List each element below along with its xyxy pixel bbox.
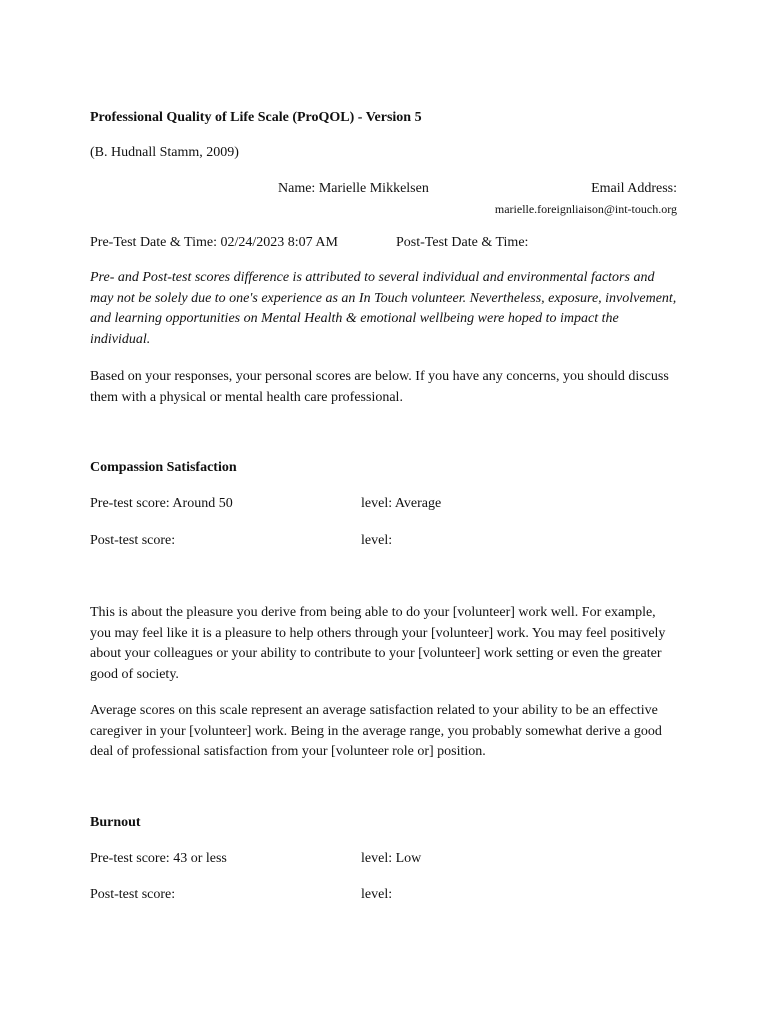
cs-post-test-score: Post-test score: [90,533,176,548]
cs-post-test-level: level: [361,533,393,548]
post-test-date: Post-Test Date & Time: [396,235,529,250]
document-title: Professional Quality of Life Scale (ProQOL) - Version 5 [90,110,422,125]
participant-name: Name: Marielle Mikkelsen [278,181,429,196]
citation: (B. Hudnall Stamm, 2009) [90,145,239,160]
burnout-post-test-level: level: [361,887,393,902]
cs-pre-test-score: Pre-test score: Around 50 [90,496,233,511]
pre-test-date: Pre-Test Date & Time: 02/24/2023 8:07 AM [90,235,338,250]
disclaimer-paragraph: Pre- and Post-test scores difference is attributed to several individual and environmental factors and may not be solely due to one's experience as an In Touch volunteer. Nevertheless, exposure, involvement, and learning opportunities on Mental Health & emotional wellbeing were hoped to impact the individual. [90,270,677,347]
email-address: marielle.foreignliaison@int-touch.org [494,202,677,216]
cs-pre-test-level: level: Average [361,496,442,511]
cs-interpretation-paragraph: Average scores on this scale represent an average satisfaction related to your ability to be an effective caregiver in your [volunteer] work. Being in the average range, you probably somewhat derive a good deal of professional satisfaction from your [volunteer role or] position. [90,703,662,759]
burnout-pre-test-level: level: Low [361,851,422,866]
intro-paragraph: Based on your responses, your personal scores are below. If you have any concerns, you should discuss them with a physical or mental health care professional. [90,369,669,405]
cs-description-paragraph: This is about the pleasure you derive from being able to do your [volunteer] work well. For example, you may feel like it is a pleasure to help others through your [volunteer] work. You may feel positively about your colleagues or your ability to contribute to your [volunteer] work setting or even the greater good of society. [90,605,666,682]
burnout-post-test-score: Post-test score: [90,887,176,902]
burnout-pre-test-score: Pre-test score: 43 or less [90,851,227,866]
compassion-satisfaction-heading: Compassion Satisfaction [90,460,237,475]
burnout-heading: Burnout [90,815,141,830]
email-label: Email Address: [591,181,677,196]
